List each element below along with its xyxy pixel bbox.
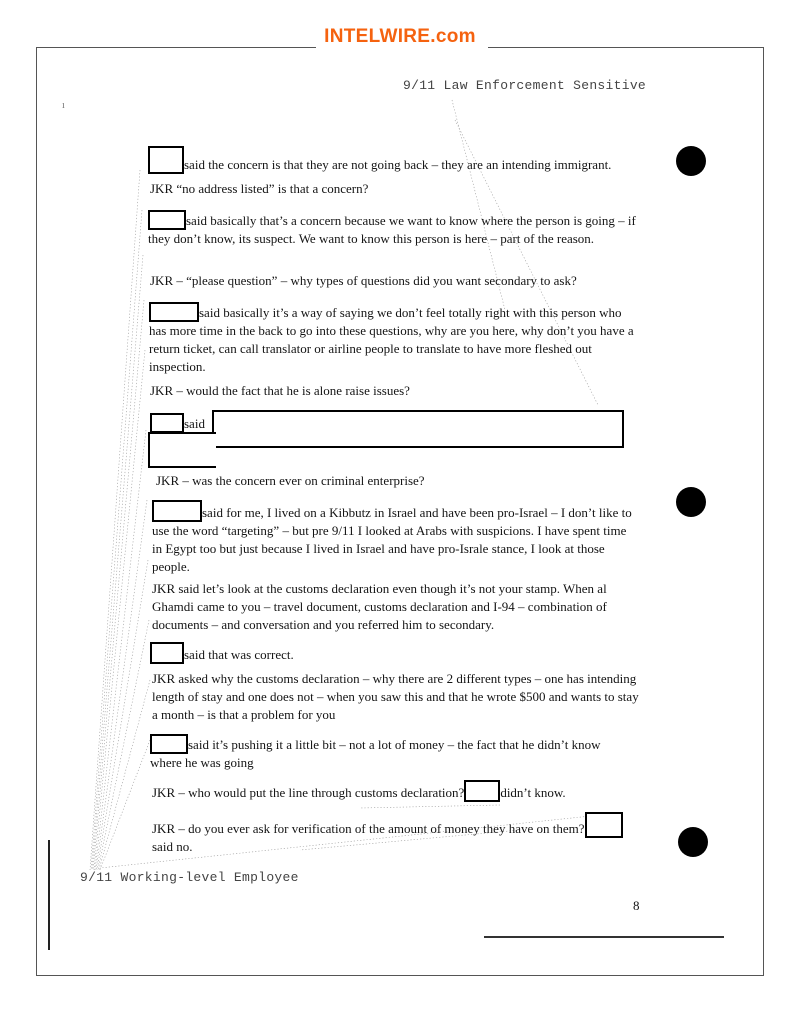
interview-paragraph: said the concern is that they are not going back – they are an intending immigrant.	[148, 146, 668, 174]
redaction-block	[148, 432, 216, 468]
interview-paragraph: said for me, I lived on a Kibbutz in Israel and have been pro-Israel – I don’t like to use the word “targeting” – but pre 9/11 I looked at Arabs with suspicions. I have spent time in Egypt too but just because I lived in Israel and have pro-Israle stance, I look at those people.	[152, 500, 636, 576]
redaction-box	[149, 302, 199, 322]
interview-paragraph: JKR said let’s look at the customs declaration even though it’s not your stamp. When al Ghamdi came to you – travel document, customs declaration and I-94 – combination of documents – and conversation and you referred him to secondary.	[152, 581, 607, 632]
redaction-box	[150, 413, 184, 433]
redaction-box	[148, 146, 184, 174]
footer-label: 9/11 Working-level Employee	[80, 870, 299, 885]
interview-paragraph: JKR – do you ever ask for verification of the amount of money they have on them? said no.	[152, 812, 648, 856]
footer-rule	[484, 936, 724, 938]
interview-paragraph: JKR – was the concern ever on criminal enterprise?	[156, 473, 425, 488]
interview-paragraph: said basically that’s a concern because we want to know where the person is going – if they don’t know, its suspect. We want to know this person is here – part of the reason.	[148, 210, 638, 248]
punch-hole-bottom	[678, 827, 708, 857]
punch-hole-top	[676, 146, 706, 176]
interview-paragraph: JKR asked why the customs declaration – why there are 2 different types – one has intending length of stay and one does not – when you saw this and that he wrote $500 and wants to stay a month – is that a problem for you	[152, 671, 639, 722]
page-number: 8	[633, 898, 640, 913]
redaction-box	[152, 500, 202, 522]
interview-paragraph: JKR “no address listed” is that a concern?	[150, 181, 369, 196]
redaction-box	[148, 210, 186, 230]
redaction-box	[150, 642, 184, 664]
interview-paragraph: said that was correct.	[150, 642, 550, 664]
intelwire-watermark: INTELWIRE.com	[324, 26, 476, 47]
interview-paragraph: said basically it’s a way of saying we don’t feel totally right with this person who has more time in the back to go into these questions, why are you here, why don’t you have a return ticket, can call translator or airline people to translate to have more fleshed out inspection.	[149, 302, 637, 376]
redaction-box	[150, 734, 188, 754]
redaction-box	[464, 780, 500, 802]
interview-paragraph: JKR – would the fact that he is alone raise issues?	[150, 383, 410, 398]
punch-hole-middle	[676, 487, 706, 517]
redaction-box	[585, 812, 623, 838]
interview-paragraph: JKR – “please question” – why types of questions did you want secondary to ask?	[150, 273, 577, 288]
sensitivity-label: 9/11 Law Enforcement Sensitive	[403, 78, 647, 93]
scan-speck: ı	[62, 100, 65, 111]
interview-paragraph: said it’s pushing it a little bit – not a lot of money – the fact that he didn’t know where he was going	[150, 734, 624, 772]
interview-paragraph: JKR – who would put the line through customs declaration? didn’t know.	[152, 780, 632, 802]
interview-paragraph: said	[150, 413, 220, 433]
redaction-block	[212, 410, 624, 448]
